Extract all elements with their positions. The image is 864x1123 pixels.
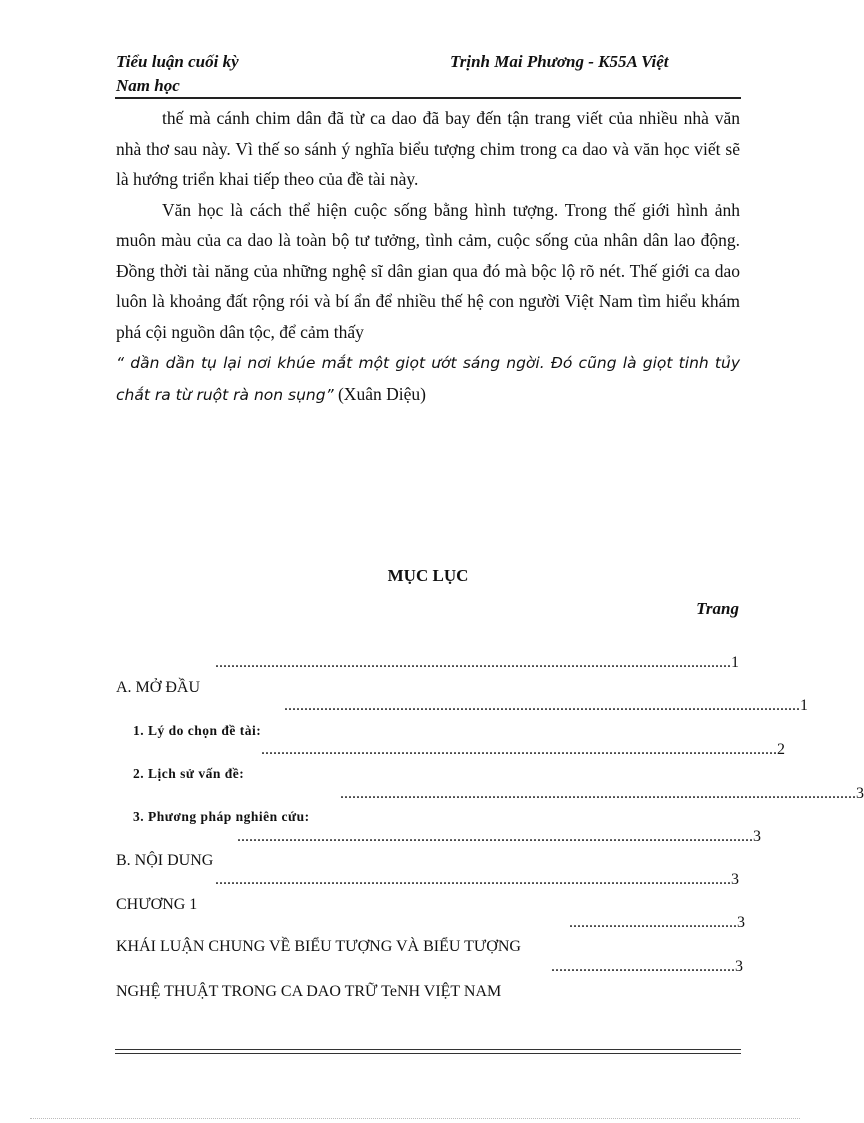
footer-rule <box>115 1049 741 1050</box>
toc-page-number: 3 <box>735 958 743 975</box>
toc-entry-3[interactable]: 3. Phương pháp nghiên cứu: <box>133 809 310 824</box>
toc-page-label: Trang <box>696 599 739 618</box>
toc-leader-3: .................................................................................................................................3 <box>340 785 864 802</box>
header-rule <box>115 97 741 99</box>
header-course: Tiểu luận cuối kỳ <box>116 52 239 71</box>
toc-page-number: 3 <box>753 828 761 845</box>
toc-entry-1[interactable]: 1. Lý do chọn đề tài: <box>133 723 262 738</box>
toc-page-number: 3 <box>856 785 864 802</box>
toc-entry-khai-luan[interactable]: KHÁI LUẬN CHUNG VỀ BIỂU TƯỢNG VÀ BIỂU TƯỢNG <box>116 938 521 955</box>
toc-entry-2[interactable]: 2. Lịch sử vấn đề: <box>133 766 245 781</box>
toc-leader-6: ..........................................3 <box>569 914 745 931</box>
toc-leader-2: .................................................................................................................................2 <box>261 741 785 758</box>
toc-page-number: 2 <box>777 741 785 758</box>
toc-leader-0: .................................................................................................................................1 <box>215 654 739 671</box>
toc-leader-4: .................................................................................................................................3 <box>237 828 761 845</box>
page-edge-dotted-line <box>30 1118 800 1119</box>
toc-page-number: 1 <box>731 654 739 671</box>
quote-author: (Xuân Diệu) <box>337 383 426 404</box>
toc-title: MỤC LỤC <box>387 566 469 585</box>
quote: “ dần dần tụ lại nơi khúe mắt một giọt ướt sáng ngời. Đó cũng là giọt tinh tủy chắt ra từ ruột rà non sụng” <box>116 354 740 404</box>
toc-entry-nghe-thuat[interactable]: NGHỆ THUẬT TRONG CA DAO TRỮ TeNH VIỆT NAM <box>116 983 502 1000</box>
toc-page-number: 1 <box>800 697 808 714</box>
footer-rule-double <box>115 1053 741 1054</box>
toc-entry-b[interactable]: B. NỘI DUNG <box>116 852 214 869</box>
toc-entry-a[interactable]: A. MỞ ĐẦU <box>116 679 200 696</box>
paragraph-1: thế mà cánh chim dân đã từ ca dao đã bay đến tận trang viết của nhiều nhà văn nhà thơ sau này. Vì thế so sánh ý nghĩa biểu tượng chim trong ca dao và văn học viết sẽ là hướng triển khai tiếp theo của đề tài này. <box>116 108 740 189</box>
body-text <box>116 103 740 410</box>
paragraph-2 <box>116 195 740 411</box>
paragraph-2-text: Văn học là cách thể hiện cuộc sống bằng hình tượng. Trong thế giới hình ảnh muôn màu của ca dao là toàn bộ tư tưởng, tình cảm, cuộc sống của nhân dân lao động. Đồng thời tài năng của những nghệ sĩ dân gian qua đó mà bộc lộ rõ nét. Thế giới ca dao luôn là khoảng đất rộng rói và bí ẩn để nhiều thế hệ con người Việt Nam tìm hiểu khám phá cội nguồn dân tộc, để cảm thấy <box>116 199 740 342</box>
toc-leader-7: ..............................................3 <box>551 958 743 975</box>
header-course-cont: Nam học <box>116 76 180 95</box>
toc-leader-5: .................................................................................................................................3 <box>215 871 739 888</box>
toc-page-number: 3 <box>731 871 739 888</box>
toc-entry-chuong-1[interactable]: CHƯƠNG 1 <box>116 896 198 913</box>
toc-page-number: 3 <box>737 914 745 931</box>
toc-leader-1: .................................................................................................................................1 <box>284 697 808 714</box>
header-author: Trịnh Mai Phương - K55A Việt <box>450 52 669 71</box>
header-left <box>116 50 239 98</box>
